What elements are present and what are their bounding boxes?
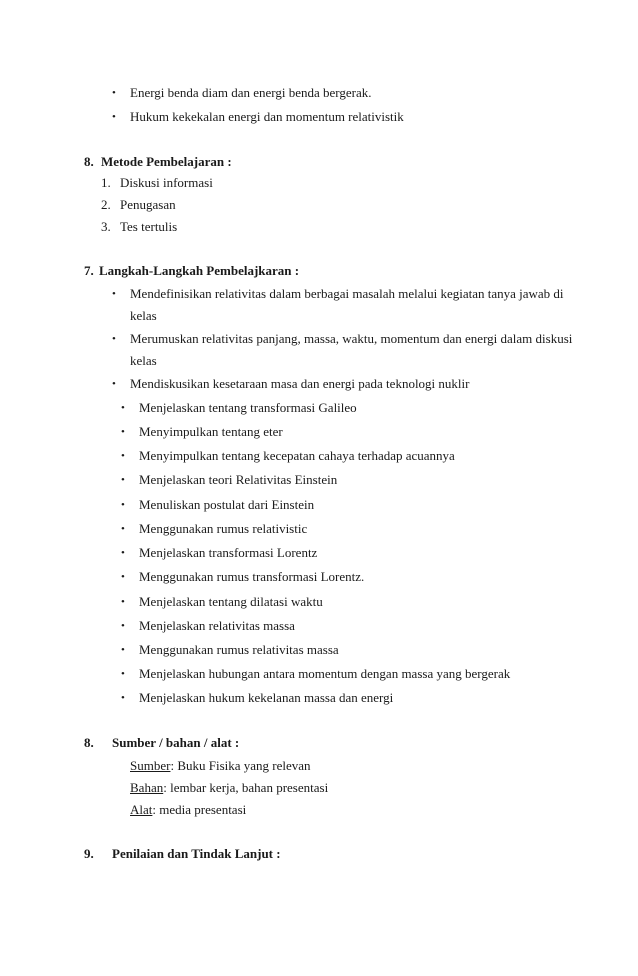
list-item-text: Tes tertulis <box>120 219 178 234</box>
sumber-text: : Buku Fisika yang relevan <box>170 758 311 773</box>
section-number: 7. <box>84 263 94 278</box>
langkah-sub-bullet-text: Menjelaskan hubungan antara momentum dengan massa yang bergerak <box>139 666 511 681</box>
section-title-penilaian: Penilaian dan Tindak Lanjut : <box>112 846 281 861</box>
bullet-icon: • <box>112 378 116 390</box>
section-number: 9. <box>84 846 94 861</box>
langkah-sub-bullet-text: Menjelaskan transformasi Lorentz <box>139 545 318 560</box>
bahan-text: : lembar kerja, bahan presentasi <box>163 780 329 795</box>
section-number: 8. <box>84 154 94 169</box>
section-title-metode: Metode Pembelajaran : <box>101 154 232 169</box>
bahan-label: Bahan <box>130 780 164 795</box>
bullet-icon: • <box>121 692 125 704</box>
langkah-bullet-text-cont: kelas <box>130 353 157 368</box>
langkah-sub-bullet-text: Menggunakan rumus transformasi Lorentz. <box>139 569 365 584</box>
bullet-icon: • <box>121 426 125 438</box>
bullet-icon: • <box>112 333 116 345</box>
alat-text: : media presentasi <box>152 802 247 817</box>
langkah-bullet-text-cont: kelas <box>130 308 157 323</box>
bullet-icon: • <box>121 644 125 656</box>
list-item-number: 3. <box>101 219 111 234</box>
langkah-bullet-text: Mendefinisikan relativitas dalam berbagai masalah melalui kegiatan tanya jawab di <box>130 286 564 301</box>
langkah-bullet-text: Mendiskusikan kesetaraan masa dan energi pada teknologi nuklir <box>130 376 470 391</box>
bullet-icon: • <box>112 288 116 300</box>
langkah-sub-bullet-text: Menjelaskan teori Relativitas Einstein <box>139 472 338 487</box>
bullet-icon: • <box>121 547 125 559</box>
bullet-icon: • <box>121 402 125 414</box>
bullet-icon: • <box>121 668 125 680</box>
list-item-number: 2. <box>101 197 111 212</box>
bullet-icon: • <box>121 571 125 583</box>
list-item-text: Diskusi informasi <box>120 175 213 190</box>
section-number: 8. <box>84 735 94 750</box>
langkah-sub-bullet-text: Menggunakan rumus relativitas massa <box>139 642 339 657</box>
bullet-icon: • <box>112 111 116 123</box>
list-item-number: 1. <box>101 175 111 190</box>
langkah-sub-bullet-text: Menyimpulkan tentang eter <box>139 424 283 439</box>
langkah-sub-bullet-text: Menjelaskan relativitas massa <box>139 618 295 633</box>
intro-bullet-text: Energi benda diam dan energi benda bergerak. <box>130 85 372 100</box>
bullet-icon: • <box>112 87 116 99</box>
bahan-line <box>130 780 328 796</box>
langkah-sub-bullet-text: Menjelaskan hukum kekelanan massa dan energi <box>139 690 394 705</box>
section-title-sumber: Sumber / bahan / alat : <box>112 735 240 750</box>
alat-label: Alat <box>130 802 153 817</box>
bullet-icon: • <box>121 596 125 608</box>
sumber-label: Sumber <box>130 758 171 773</box>
sumber-line <box>130 758 311 774</box>
langkah-sub-bullet-text: Menggunakan rumus relativistic <box>139 521 308 536</box>
list-item-text: Penugasan <box>120 197 176 212</box>
langkah-sub-bullet-text: Menuliskan postulat dari Einstein <box>139 497 315 512</box>
langkah-bullet-text: Merumuskan relativitas panjang, massa, waktu, momentum dan energi dalam diskusi <box>130 331 573 346</box>
langkah-sub-bullet-text: Menyimpulkan tentang kecepatan cahaya terhadap acuannya <box>139 448 455 463</box>
bullet-icon: • <box>121 474 125 486</box>
intro-bullet-text: Hukum kekekalan energi dan momentum relativistik <box>130 109 404 124</box>
langkah-sub-bullet-text: Menjelaskan tentang dilatasi waktu <box>139 594 323 609</box>
bullet-icon: • <box>121 450 125 462</box>
section-title-langkah: Langkah-Langkah Pembelajkaran : <box>99 263 300 278</box>
bullet-icon: • <box>121 620 125 632</box>
bullet-icon: • <box>121 523 125 535</box>
langkah-sub-bullet-text: Menjelaskan tentang transformasi Galileo <box>139 400 357 415</box>
bullet-icon: • <box>121 499 125 511</box>
alat-line <box>130 802 246 818</box>
